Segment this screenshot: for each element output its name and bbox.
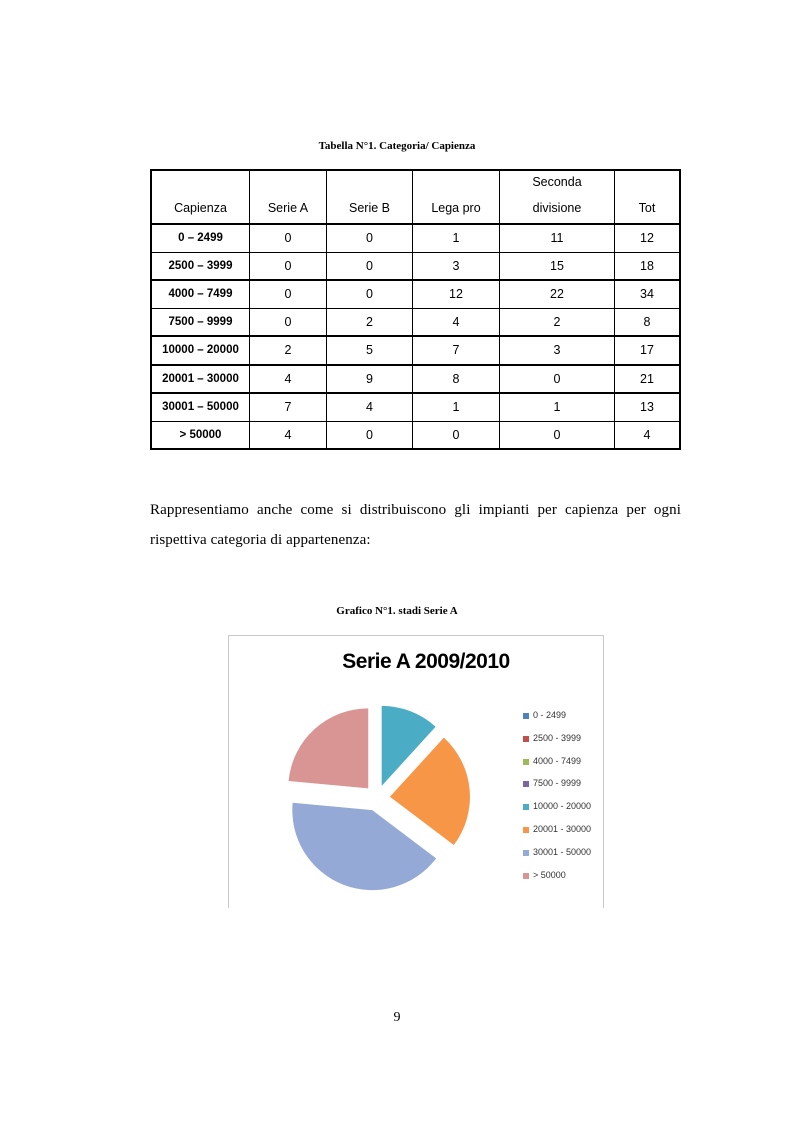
table-cell-capienza: 10000 – 20000 <box>151 336 250 365</box>
table-cell: 0 <box>250 280 327 308</box>
table-cell: 7 <box>250 393 327 421</box>
header-lega-pro: Lega pro <box>413 170 500 224</box>
table-cell-capienza: 30001 – 50000 <box>151 393 250 421</box>
table-cell-capienza: 7500 – 9999 <box>151 308 250 336</box>
header-seconda-line1: Seconda <box>532 175 582 189</box>
table-cell: 17 <box>615 336 681 365</box>
header-tot: Tot <box>615 170 681 224</box>
chart-caption: Grafico N°1. stadi Serie A <box>336 605 458 617</box>
legend-item <box>523 778 591 801</box>
legend-label: 0 - 2499 <box>533 710 567 720</box>
table-cell: 2 <box>500 308 615 336</box>
table-cell-capienza: 4000 – 7499 <box>151 280 250 308</box>
table-cell: 0 <box>250 224 327 252</box>
table-cell: 0 <box>500 365 615 394</box>
legend-label: 2500 - 3999 <box>533 732 582 743</box>
legend-swatch <box>523 873 529 879</box>
table-cell: 21 <box>615 365 681 394</box>
table-cell: 3 <box>413 252 500 280</box>
table-cell-capienza: 20001 – 30000 <box>151 365 250 394</box>
legend-item <box>523 824 591 847</box>
table-cell: 2 <box>327 308 413 336</box>
table-cell-capienza: 0 – 2499 <box>151 224 250 252</box>
table-cell: 5 <box>327 336 413 365</box>
header-serie-b: Serie B <box>327 170 413 224</box>
table-cell-capienza: > 50000 <box>151 421 250 449</box>
table-row <box>151 336 680 365</box>
legend-label: 30001 - 50000 <box>533 846 592 857</box>
chart-legend <box>523 710 591 892</box>
legend-item <box>523 801 591 824</box>
table-cell: 1 <box>413 393 500 421</box>
table-caption: Tabella N°1. Categoria/ Capienza <box>318 140 476 152</box>
table-cell: 4 <box>327 393 413 421</box>
table-cell: 0 <box>250 308 327 336</box>
body-paragraph: Rappresentiamo anche come si distribuiscono gli impianti per capienza per ogni rispettiva categoria di appartenenza: <box>150 502 681 548</box>
table-row <box>151 252 680 280</box>
legend-swatch <box>523 736 529 742</box>
table-cell: 11 <box>500 224 615 252</box>
table-cell: 8 <box>413 365 500 394</box>
chart-title: Serie A 2009/2010 <box>342 650 510 673</box>
header-seconda-line2: divisione <box>532 201 582 215</box>
table-cell: 3 <box>500 336 615 365</box>
table-cell: 1 <box>500 393 615 421</box>
table-cell: 0 <box>250 252 327 280</box>
legend-swatch <box>523 827 529 833</box>
legend-swatch <box>523 804 529 810</box>
table-cell: 4 <box>250 421 327 449</box>
pie-chart <box>228 635 604 908</box>
legend-swatch <box>523 713 529 719</box>
capacity-table <box>150 169 681 450</box>
legend-label: 4000 - 7499 <box>533 755 582 766</box>
table-cell: 13 <box>615 393 681 421</box>
table-cell: 0 <box>327 280 413 308</box>
table-cell: 7 <box>413 336 500 365</box>
legend-label: 7500 - 9999 <box>533 778 582 789</box>
legend-label: 20001 - 30000 <box>533 823 592 834</box>
legend-swatch <box>523 850 529 856</box>
legend-item <box>523 847 591 870</box>
legend-item <box>523 870 591 893</box>
table-cell: 4 <box>615 421 681 449</box>
table-cell-capienza: 2500 – 3999 <box>151 252 250 280</box>
table-cell: 9 <box>327 365 413 394</box>
table-cell: 0 <box>500 421 615 449</box>
table-cell: 34 <box>615 280 681 308</box>
table-cell: 12 <box>413 280 500 308</box>
table-cell: 0 <box>327 224 413 252</box>
table-cell: 0 <box>327 252 413 280</box>
table-row <box>151 421 680 449</box>
table-row <box>151 393 680 421</box>
legend-label: 10000 - 20000 <box>533 801 592 812</box>
table-cell: 12 <box>615 224 681 252</box>
header-seconda-divisione <box>500 170 615 224</box>
legend-swatch <box>523 781 529 787</box>
table-cell: 0 <box>413 421 500 449</box>
legend-label: > 50000 <box>533 869 566 880</box>
legend-swatch <box>523 759 529 765</box>
table-header-row <box>151 170 680 224</box>
table-cell: 4 <box>250 365 327 394</box>
legend-item <box>523 710 591 733</box>
table-cell: 4 <box>413 308 500 336</box>
table-cell: 22 <box>500 280 615 308</box>
legend-item <box>523 756 591 779</box>
table-cell: 8 <box>615 308 681 336</box>
table-cell: 2 <box>250 336 327 365</box>
table-row <box>151 280 680 308</box>
pie-slice-30001-50000 <box>292 803 436 890</box>
table-row <box>151 308 680 336</box>
table-cell: 0 <box>327 421 413 449</box>
header-serie-a: Serie A <box>250 170 327 224</box>
table-cell: 1 <box>413 224 500 252</box>
page-number: 9 <box>393 1010 401 1025</box>
table-row <box>151 224 680 252</box>
pie-slice-50000 <box>289 708 369 788</box>
table-row <box>151 365 680 394</box>
legend-item <box>523 733 591 756</box>
header-capienza: Capienza <box>151 170 250 224</box>
table-cell: 18 <box>615 252 681 280</box>
table-cell: 15 <box>500 252 615 280</box>
